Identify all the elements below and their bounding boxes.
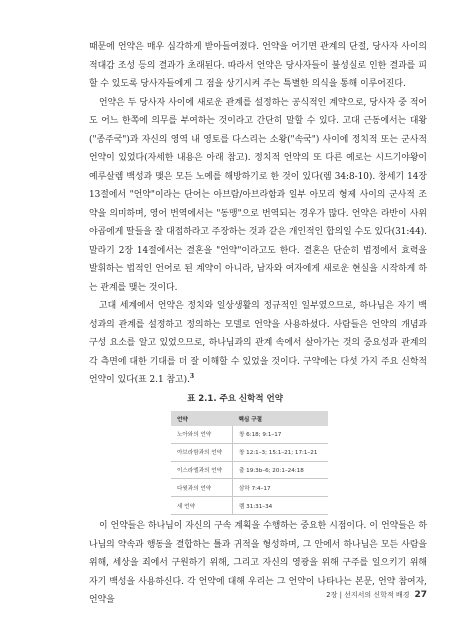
- table-row: [171, 426, 328, 443]
- table-header-row: [171, 411, 328, 426]
- table-row: [171, 479, 328, 497]
- passage-cell: 창 12:1–3; 15:1–21; 17:1–21: [233, 443, 329, 461]
- footnote-marker[interactable]: 3: [189, 373, 195, 381]
- passage-cell: 삼하 7:4–17: [233, 479, 329, 497]
- passage-cell: 창 6:18; 9:1–17: [233, 426, 329, 443]
- covenant-cell: 이스라엘과의 언약: [171, 461, 233, 479]
- paragraph-1: 때문에 언약은 매우 심각하게 받아들여졌다. 언약을 어기면 관계의 단절, 당사자 사이의 적대감 조성 등의 결과가 초래된다. 따라서 언약은 당사자들이 불성실로 인한 결과를 피할 수 있도록 당사자들에게 그 점을 상기시켜 주는 특별한 의식을 통해 이루어진다.: [89, 42, 427, 89]
- passage-cell: 렘 31:31–34: [233, 497, 329, 515]
- paragraph-4: 이 언약들은 하나님이 자신의 구속 계획을 수행하는 중요한 시점이다. 이 언약들은 하나님의 약속과 행동을 결합하는 틀과 귀적을 형성하며, 그 안에서 하나님은 모든 사람을 위해, 세상을 죄에서 구원하기 위해, 그리고 자신의 영광을 위해 구주를 일으키기 위해 자기 백성을 사용하신다. 각 언약에 대해 우리는 그 언약이 나타나는 본문, 언약 참여자, 언약을: [89, 521, 427, 605]
- passage-cell: 출 19:3b–6; 20:1–24:18: [233, 461, 329, 479]
- covenant-cell: 다윗과의 언약: [171, 479, 233, 497]
- paragraph-3: [89, 297, 427, 390]
- table-row: [171, 461, 328, 479]
- table-row: [171, 497, 328, 515]
- page-number: 27: [414, 590, 427, 600]
- covenant-table: [171, 411, 328, 515]
- covenant-cell: 노아와의 언약: [171, 426, 233, 443]
- body-text: [89, 38, 427, 390]
- header-covenant: 언약: [171, 411, 233, 426]
- covenant-cell: 아브라함과의 언약: [171, 443, 233, 461]
- covenant-cell: 새 언약: [171, 497, 233, 515]
- paragraph-2: 언약은 두 당사자 사이에 새로운 관계를 설정하는 공식적인 계약으로, 당사자 중 적어도 어느 한쪽에 의무를 부여하는 것이라고 간단히 말할 수 있다. 고대 근동에서는 대왕("종주국")과 자신의 영역 내 영토를 다스리는 소왕("속국") 사이에 정치적 또는 군사적 언약이 있었다(자세한 내용은 아래 참고). 정치적 언약의 또 다른 예로는 시드기야왕이 예루살렘 백성과 맺은 모든 노예를 해방하기로 한 것이 있다(렘 34:8-10). 창세기 14장 13절에서 "언약"이라는 단어는 아브람/아브라함과 일부 아모리 형제 사이의 군사적 조약을 의미하며, 영어 번역에서는 "동맹"으로 번역되는 경우가 많다. 언약은 라반이 사위 야곱에게 딸들을 잘 대접하라고 주장하는 것과 같은 개인적인 합의일 수도 있다(31:44). 말라기 2장 14절에서는 결혼을 "언약"이라고도 한다. 결혼은 단순히 법정에서 효력을 발휘하는 법적인 언어로 된 계약이 아니라, 남자와 여자에게 새로운 현실을 시작하게 하는 관계를 맺는 것이다.: [89, 97, 427, 293]
- running-footer-chapter: 2장 | 선지서의 신학적 배경: [326, 591, 410, 599]
- header-key-passages: 핵심 구절: [233, 411, 329, 426]
- table-row: [171, 443, 328, 461]
- paragraph-3-text: 고대 세계에서 언약은 정치와 일상생활의 정규적인 일부였으므로, 하나님은 자기 백성과의 관계를 설정하고 정의하는 모델로 언약을 사용하셨다. 사람들은 언약의 개념과 구성 요소를 알고 있었으므로, 하나님과의 관계 속에서 살아가는 것의 중요성과 관계의 각 측면에 대한 기대를 더 잘 이해할 수 있었을 것이다. 구약에는 다섯 가지 주요 신학적 언약이 있다(표 2.1 참고).: [89, 301, 427, 385]
- page-footer: [326, 590, 427, 600]
- table-caption: 표 2.1. 주요 신학적 언약: [187, 394, 283, 404]
